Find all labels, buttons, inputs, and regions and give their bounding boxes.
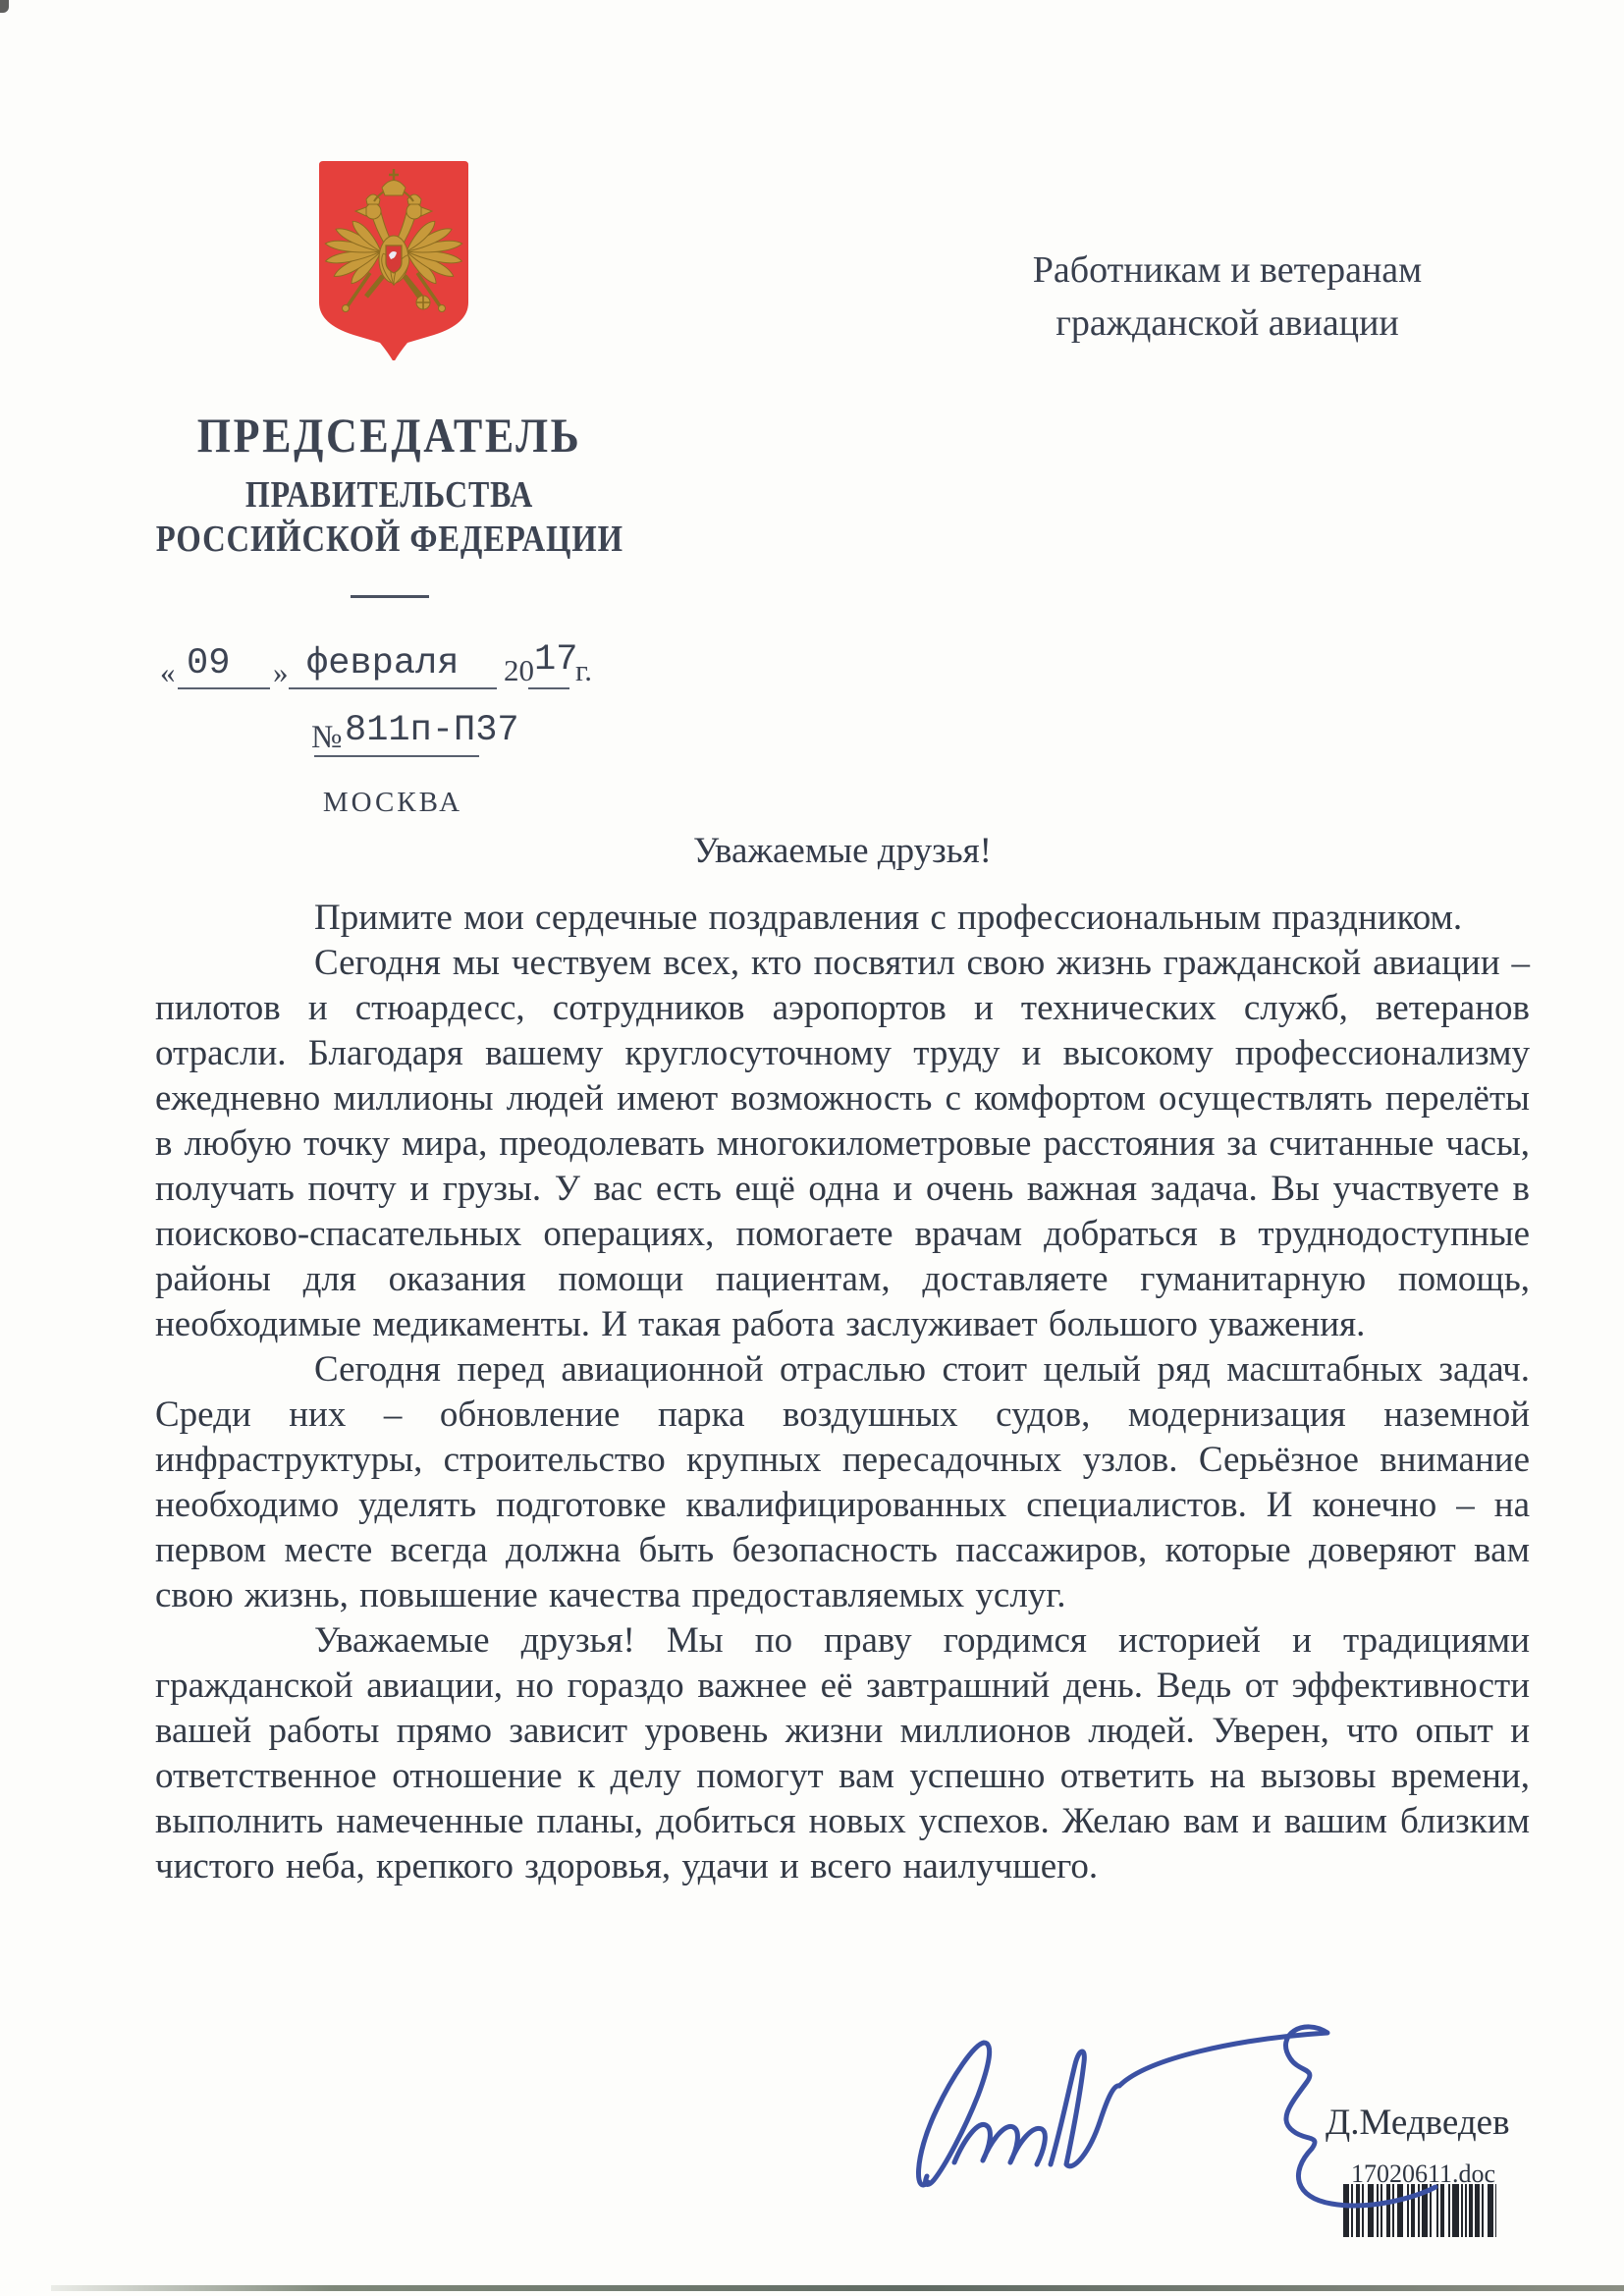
date-month-value: февраля bbox=[306, 643, 460, 684]
paragraph-1: Примите мои сердечные поздравления с профессиональным праздником. bbox=[314, 898, 1463, 938]
paragraph-2: Сегодня мы чествуем всех, кто посвятил свою жизнь гражданской авиации – пилотов и стюардесс, сотрудников аэропортов и технических служб, ветеранов отрасли. Благодаря вашему круглосуточному труду и высокому профессионализму ежедневно миллионы людей имеют возможность с комфортом осуществлять перелёты в любую точку мира, преодолевать многокилометровые расстояния за считанные часы, получать почту и грузы. У вас есть ещё одна и очень важная задача. Вы участвуете в поисково-спасательных операциях, помогаете врачам добраться в труднодоступные районы для оказания помощи пациентам, доставляете гуманитарную помощь, необходимые медикаменты. И такая работа заслуживает большого уважения. bbox=[155, 943, 1530, 1344]
addressee-block bbox=[982, 244, 1473, 350]
date-year-underline bbox=[528, 687, 569, 689]
letterhead-divider bbox=[351, 595, 429, 598]
paragraph-3: Сегодня перед авиационной отраслью стоит целый ряд масштабных задач. Среди них – обновление парка воздушных судов, модернизация наземной инфраструктуры, строительство крупных пересадочных узлов. Серьёзное внимание необходимо уделять подготовке квалифицированных специалистов. И конечно – на первом месте всегда должна быть безопасность пассажиров, которые доверяют вам свою жизнь, повышение качества предоставляемых услуг. bbox=[155, 1349, 1530, 1615]
letterhead-title: ПРЕДСЕДАТЕЛЬ bbox=[197, 408, 582, 463]
paragraph-4: Уважаемые друзья! Мы по праву гордимся историей и традициями гражданской авиации, но гораздо важнее её завтрашний день. Ведь от эффективности вашей работы прямо зависит уровень жизни миллионов людей. Уверен, что опыт и ответственное отношение к делу помогут вам успешно ответить на вызовы времени, выполнить намеченные планы, добиться новых успехов. Желаю вам и вашим близким чистого неба, крепкого здоровья, удачи и всего наилучшего. bbox=[155, 1620, 1530, 1886]
number-underline bbox=[314, 755, 479, 757]
salutation: Уважаемые друзья! bbox=[693, 831, 992, 871]
date-day-underline bbox=[178, 687, 270, 689]
letter-body bbox=[155, 896, 1530, 1889]
date-year-suffix: г. bbox=[575, 653, 592, 687]
signer-name: Д.Медведев bbox=[1326, 2103, 1510, 2143]
scan-bottom-edge bbox=[51, 2285, 1624, 2291]
document-number-value: 811п-П37 bbox=[345, 710, 519, 751]
letterhead-subtitle-2: РОССИЙСКОЙ ФЕДЕРАЦИИ bbox=[155, 519, 624, 560]
signature-autograph bbox=[884, 2003, 1473, 2219]
date-open-quote: « bbox=[160, 655, 176, 689]
addressee-line-1: Работникам и ветеранам bbox=[1032, 249, 1423, 291]
date-year-value: 17 bbox=[534, 639, 578, 681]
addressee-line-2: гражданской авиации bbox=[1056, 302, 1399, 344]
city-label: МОСКВА bbox=[322, 787, 463, 818]
letterhead-subtitle-1: ПРАВИТЕЛЬСТВА bbox=[245, 474, 534, 516]
scan-corner-artifact bbox=[0, 0, 9, 13]
date-month-underline bbox=[289, 687, 497, 689]
date-close-quote: » bbox=[273, 655, 289, 689]
number-sign: № bbox=[311, 720, 343, 755]
document-filename: 17020611.doc bbox=[1351, 2159, 1496, 2188]
russian-coat-of-arms-icon bbox=[309, 157, 478, 360]
date-century: 20 bbox=[504, 653, 534, 687]
date-day-value: 09 bbox=[187, 643, 231, 684]
